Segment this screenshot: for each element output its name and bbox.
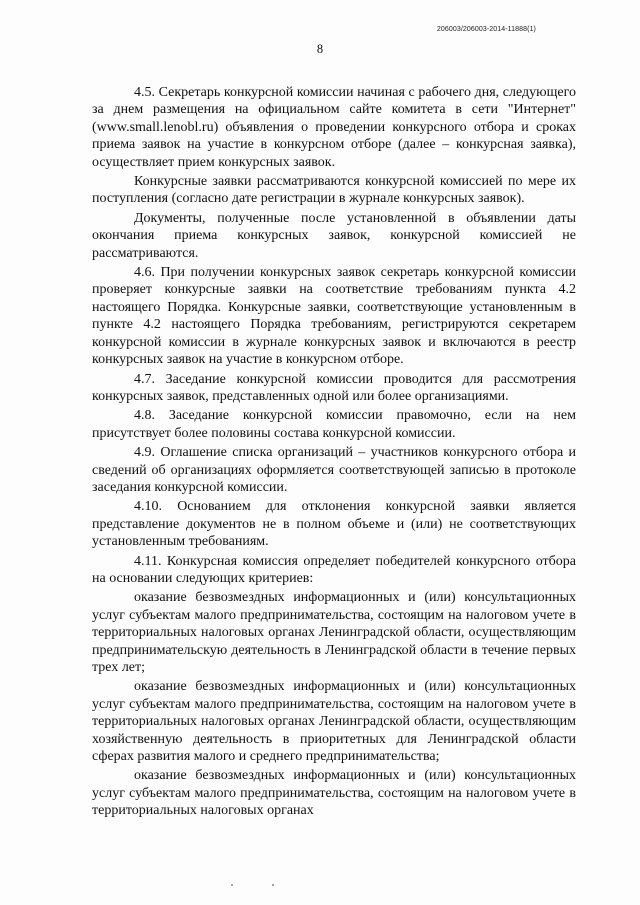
- paragraph-4-10: 4.10. Основанием для отклонения конкурсной заявки является представление документов не в полном объеме и (или) не соответствующих установленным требованиям.: [92, 499, 576, 550]
- criterion-item: оказание безвозмездных информационных и (или) консультационных услуг субъектам малого предпринимательства, состоящим на налоговом учете в территориальных налоговых органах Ленинградской области, осуществляющим хозяйственную деятельность в приоритетных для Ленинградской области сферах развития малого и среднего предпринимательства;: [92, 679, 576, 765]
- paragraph-4-9: 4.9. Оглашение списка организаций – участников конкурсного отбора и сведений об организациях оформляется соответствующей записью в протоколе заседания конкурсной комиссии.: [92, 445, 576, 495]
- criterion-item: оказание безвозмездных информационных и (или) консультационных услуг субъектам малого предпринимательства, состоящим на налоговом учете в территориальных налоговых органах Ленинградской области, осуществляющим предпринимательскую деятельность в Ленинградской области в течение первых трех лет;: [92, 590, 576, 675]
- paragraph-4-5: 4.5. Секретарь конкурсной комиссии начиная с рабочего дня, следующего за днем размещения на официальном сайте комитета в сети "Интернет" (www.small.lenobl.ru) объявления о проведении конкурсного отбора и сроках приема заявок на участие в конкурсном отборе (далее – конкурсная заявка), осуществляет прием конкурсных заявок.: [92, 85, 576, 170]
- paragraph-4-8: 4.8. Заседание конкурсной комиссии правомочно, если на нем присутствует более половины состава конкурсной комиссии.: [92, 408, 576, 441]
- document-code: 206003/206003-2014-11888(1): [436, 26, 536, 33]
- paragraph-4-11: 4.11. Конкурсная комиссия определяет победителей конкурсного отбора на основании следующих критериев:: [92, 553, 576, 586]
- paragraph-applications-review: Конкурсные заявки рассматриваются конкурсной комиссией по мере их поступления (согласно дате регистрации в журнале конкурсных заявок).: [92, 174, 576, 207]
- paragraph-4-7: 4.7. Заседание конкурсной комиссии проводится для рассмотрения конкурсных заявок, представленных одной или более организациями.: [92, 371, 576, 404]
- scan-speck: [272, 884, 274, 886]
- scan-speck: [231, 884, 233, 886]
- page-number: 8: [316, 42, 324, 56]
- criterion-item: оказание безвозмездных информационных и (или) консультационных услуг субъектам малого предпринимательства, состоящим на налоговом учете в территориальных налоговых органах: [92, 768, 576, 819]
- document-body: [92, 84, 576, 822]
- paragraph-4-6: 4.6. При получении конкурсных заявок секретарь конкурсной комиссии проверяет конкурсные заявки на соответствие требованиям пункта 4.2 настоящего Порядка. Конкурсные заявки, соответствующие установленным в пункте 4.2 настоящего Порядка требованиям, регистрируются секретарем конкурсной комиссии в журнале конкурсных заявок и включаются в реестр конкурсных заявок на участие в конкурсном отборе.: [92, 265, 576, 368]
- paragraph-late-documents: Документы, полученные после установленной в объявлении даты окончания приема конкурсных заявок, конкурсной комиссией не рассматриваются.: [92, 210, 576, 261]
